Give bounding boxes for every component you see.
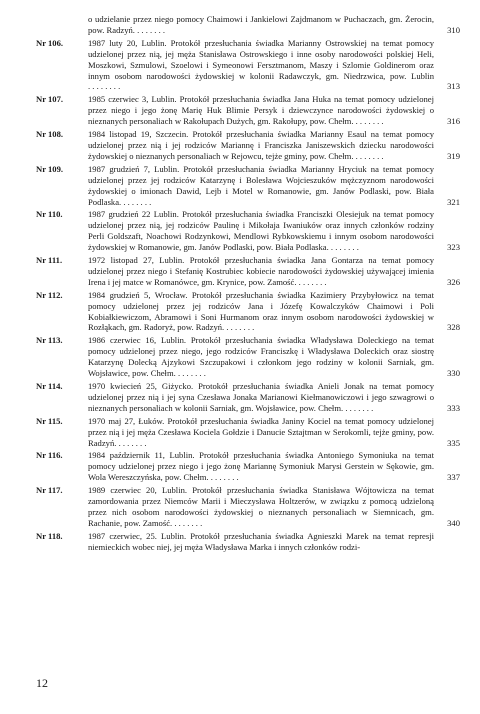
toc-entry xyxy=(36,450,460,483)
entry-page-number: 333 xyxy=(447,402,460,413)
entry-text: 1970 kwiecień 25, Giżycko. Protokół przesłuchania świadka Anieli Jonak na temat pomocy udzielonej przez nią i jej syna Czesława Jonaka Marianowi Kiełmanowiczowi i jego szwagrowi o nieznanych personaliach w kolonii Sarniak, gm. Wojsławice, pow. Chełm xyxy=(88,381,434,413)
entry-description xyxy=(88,335,460,379)
entry-text: 1987 grudzień 22 Lublin. Protokół przesłuchania świadka Franciszki Olesiejuk na temat pomocy udzielonej przez nią, jej rodziców Paulinę i Mikołaja Iwaniuków oraz innych członków rodziny Perli Goldszaft, Noachowi Rodzynkowi, Mendlowi Rybkowskiemu i innym osobom narodowości żydowskiej w Romanowie, gm. Janów Podlaski, pow. Biała Podlaska xyxy=(88,209,434,253)
entry-description xyxy=(88,129,460,162)
entry-text: 1970 maj 27, Łuków. Protokół przesłuchania świadka Janiny Kociel na temat pomocy udzielonej przez nią i jej męża Czesława Kociela Gołdzie i Danucie Sztajtman w Serokomli, tejże gminy, pow. Radzyń xyxy=(88,415,434,448)
toc-entry xyxy=(36,255,460,288)
toc-entry xyxy=(36,531,460,553)
toc-entry xyxy=(36,14,460,36)
entry-page-number: 319 xyxy=(447,150,460,161)
entry-page-number: 328 xyxy=(447,322,460,333)
toc-entry xyxy=(36,290,460,334)
entry-number: Nr 109. xyxy=(36,163,64,174)
entry-text: 1989 czerwiec 20, Lublin. Protokół przesłuchania świadka Stanisława Wójtowicza na temat zamordowania przez Niemców Marii i Mieczysława Holtzerów, w związku z pomocą udzieloną przez nich osobom narodowości żydowskiej o nieznanych personaliach w Siemnicach, gm. Rachanie, pow. Zamość xyxy=(88,485,434,528)
entry-page-number: 310 xyxy=(447,24,460,35)
toc-entry xyxy=(36,164,460,208)
entry-number: Nr 113. xyxy=(36,335,63,346)
entry-number: Nr 116. xyxy=(36,450,63,461)
entry-description xyxy=(88,381,460,414)
leader-dots: . . . . . . . . xyxy=(351,150,384,161)
entry-description xyxy=(88,209,460,253)
entry-number: Nr 118. xyxy=(36,530,63,541)
toc-entry xyxy=(36,485,460,529)
entry-text: 1972 listopad 27, Lublin. Protokół przesłuchania świadka Jana Gontarza na temat pomocy udzielonej przez niego i Stefanię Kostrubiec kobiecie narodowości żydowskiej używającej imienia Irena i jej matce w Romanówce, gm. Krynice, pow. Zamość xyxy=(88,255,434,287)
entry-description xyxy=(88,485,460,529)
leader-dots: . . . . . . . . xyxy=(351,116,384,127)
leader-dots: . . . . . . . . xyxy=(170,517,203,528)
entry-page-number: 323 xyxy=(447,242,460,253)
entry-page-number: 330 xyxy=(447,368,460,379)
entry-text: 1984 październik 11, Lublin. Protokół przesłuchania świadka Antoniego Symoniuka na temat pomocy udzielonej przez niego i jego żonę Mariannę Symoniuk Marysi Gerstein w Sękowie, gm. Wola Wereszczyńska, pow. Chełm xyxy=(88,450,434,483)
entry-description xyxy=(88,290,460,334)
leader-dots: . . . . . . . . xyxy=(326,242,359,253)
entry-page-number: 340 xyxy=(447,517,460,528)
toc-entry xyxy=(36,381,460,414)
toc-entry xyxy=(36,416,460,449)
toc-entry xyxy=(36,94,460,127)
entry-page-number: 316 xyxy=(447,116,460,127)
toc-entry xyxy=(36,38,460,93)
leader-dots: . . . . . . . . xyxy=(132,24,166,35)
entry-page-number: 313 xyxy=(447,81,460,92)
leader-dots: . . . . . . . . xyxy=(294,276,327,287)
entry-page-number: 326 xyxy=(447,276,460,287)
leader-dots: . . . . . . . . xyxy=(173,368,206,379)
entry-text: 1987 luty 20, Lublin. Protokół przesłuchania świadka Marianny Ostrowskiej na temat pomocy udzielonej przez nią, jej męża Stanisława Ostrowskiego i inne osoby narodowości polskiej Heli, Moszkowi, Szmulowi, Szoelowi i Symeonowi Fersztmanom, Maszy i Szlomie Goldinerom oraz innym osobom narodowości żydowskiej w kolonii Radawczyk, gm. Niedrzwica, pow. Lublin xyxy=(88,37,434,81)
leader-dots: . . . . . . . . xyxy=(341,402,374,413)
leader-dots: . . . . . . . . xyxy=(88,81,121,92)
entry-text: 1987 grudzień 7, Lublin. Protokół przesłuchania świadka Marianny Hryciuk na temat pomocy udzielonej przez jej rodziców Katarzynę i Bolesława Wojcieszuków mężczyznom narodowości żydowskiej o imionach Dawid, Lejb i Motel w Romanowie, gm. Janów Podlaski, pow. Biała Podlaska xyxy=(88,163,434,207)
entry-text: 1984 listopad 19, Szczecin. Protokół przesłuchania świadka Marianny Esaul na temat pomocy udzielonej przez nią i jej rodziców Mariannę i Franciszka Janiszewskich dziecku narodowości żydowskiej o nieznanych personaliach w Rejowcu, tejże gminy, pow. Chełm xyxy=(88,129,434,161)
entry-number: Nr 108. xyxy=(36,129,64,140)
entry-page-number: 321 xyxy=(447,196,460,207)
entry-number: Nr 110. xyxy=(36,209,63,220)
entry-description xyxy=(88,164,460,208)
entry-description xyxy=(88,531,460,553)
entry-number: Nr 114. xyxy=(36,381,63,391)
entry-page-number: 337 xyxy=(447,472,460,483)
entry-number: Nr 117. xyxy=(36,485,63,496)
entry-description xyxy=(88,14,460,36)
toc-entry xyxy=(36,129,460,162)
entry-page-number: 335 xyxy=(447,437,460,448)
toc-entry xyxy=(36,335,460,379)
entry-text: 1985 czerwiec 3, Lublin. Protokół przesłuchania świadka Jana Huka na temat pomocy udzielonej przez niego i jego żonę Marię Huk Blimie Persyk i dziewczynce narodowości żydowskiej o nieznanych personaliach w Rakołupach Dużych, gm. Rakołupy, pow. Chełm xyxy=(88,94,434,127)
toc-list xyxy=(36,14,460,555)
entry-description xyxy=(88,450,460,483)
entry-text: o udzielanie przez niego pomocy Chaimowi i Jankielowi Zajdmanom w Puchaczach, gm. Żerocin, pow. Radzyń xyxy=(88,14,434,35)
entry-number: Nr 107. xyxy=(36,94,64,105)
entry-text: 1984 grudzień 5, Wrocław. Protokół przesłuchania świadka Kazimiery Przybyłowicz na temat pomocy udzielonej przez jej rodziców Jana i Józefę Kowalczyków Chaimowi i Poli Kobiałkiewiczom, Abramowi i Soni Hurmanom oraz innym osobom narodowości żydowskiej w Rozłąkach, gm. Radoryż, pow. Radzyń xyxy=(88,289,434,333)
entry-number: Nr 106. xyxy=(36,37,64,48)
entry-description xyxy=(88,94,460,127)
entry-text: 1986 czerwiec 16, Lublin. Protokół przesłuchania świadka Władysława Doleckiego na temat pomocy udzielonej przez niego, jego rodziców Franciszkę i Władysława Doleckich oraz siostrę Katarzynę Dolecką Ajzykowi Szczupakowi i członkom jego rodziny w kolonii Sarniak, gm. Wojsławice, pow. Chełm xyxy=(88,335,434,379)
entry-number: Nr 112. xyxy=(36,289,63,300)
page-number: 12 xyxy=(36,676,48,690)
leader-dots: . . . . . . . . xyxy=(206,472,239,483)
leader-dots: . . . . . . . . xyxy=(222,322,255,333)
entry-description xyxy=(88,416,460,449)
entry-description xyxy=(88,255,460,288)
leader-dots: . . . . . . . . xyxy=(114,437,147,448)
entry-number: Nr 111. xyxy=(36,255,63,266)
entry-description xyxy=(88,38,460,93)
leader-dots: . . . . . . . . xyxy=(119,196,152,207)
toc-entry xyxy=(36,209,460,253)
entry-number: Nr 115. xyxy=(36,415,63,426)
entry-text: 1987 czerwiec, 25. Lublin. Protokół przesłuchania świadka Agnieszki Marek na temat represji niemieckich wobec niej, jej męża Władysława Marka i innych członków rodzi- xyxy=(88,530,434,552)
